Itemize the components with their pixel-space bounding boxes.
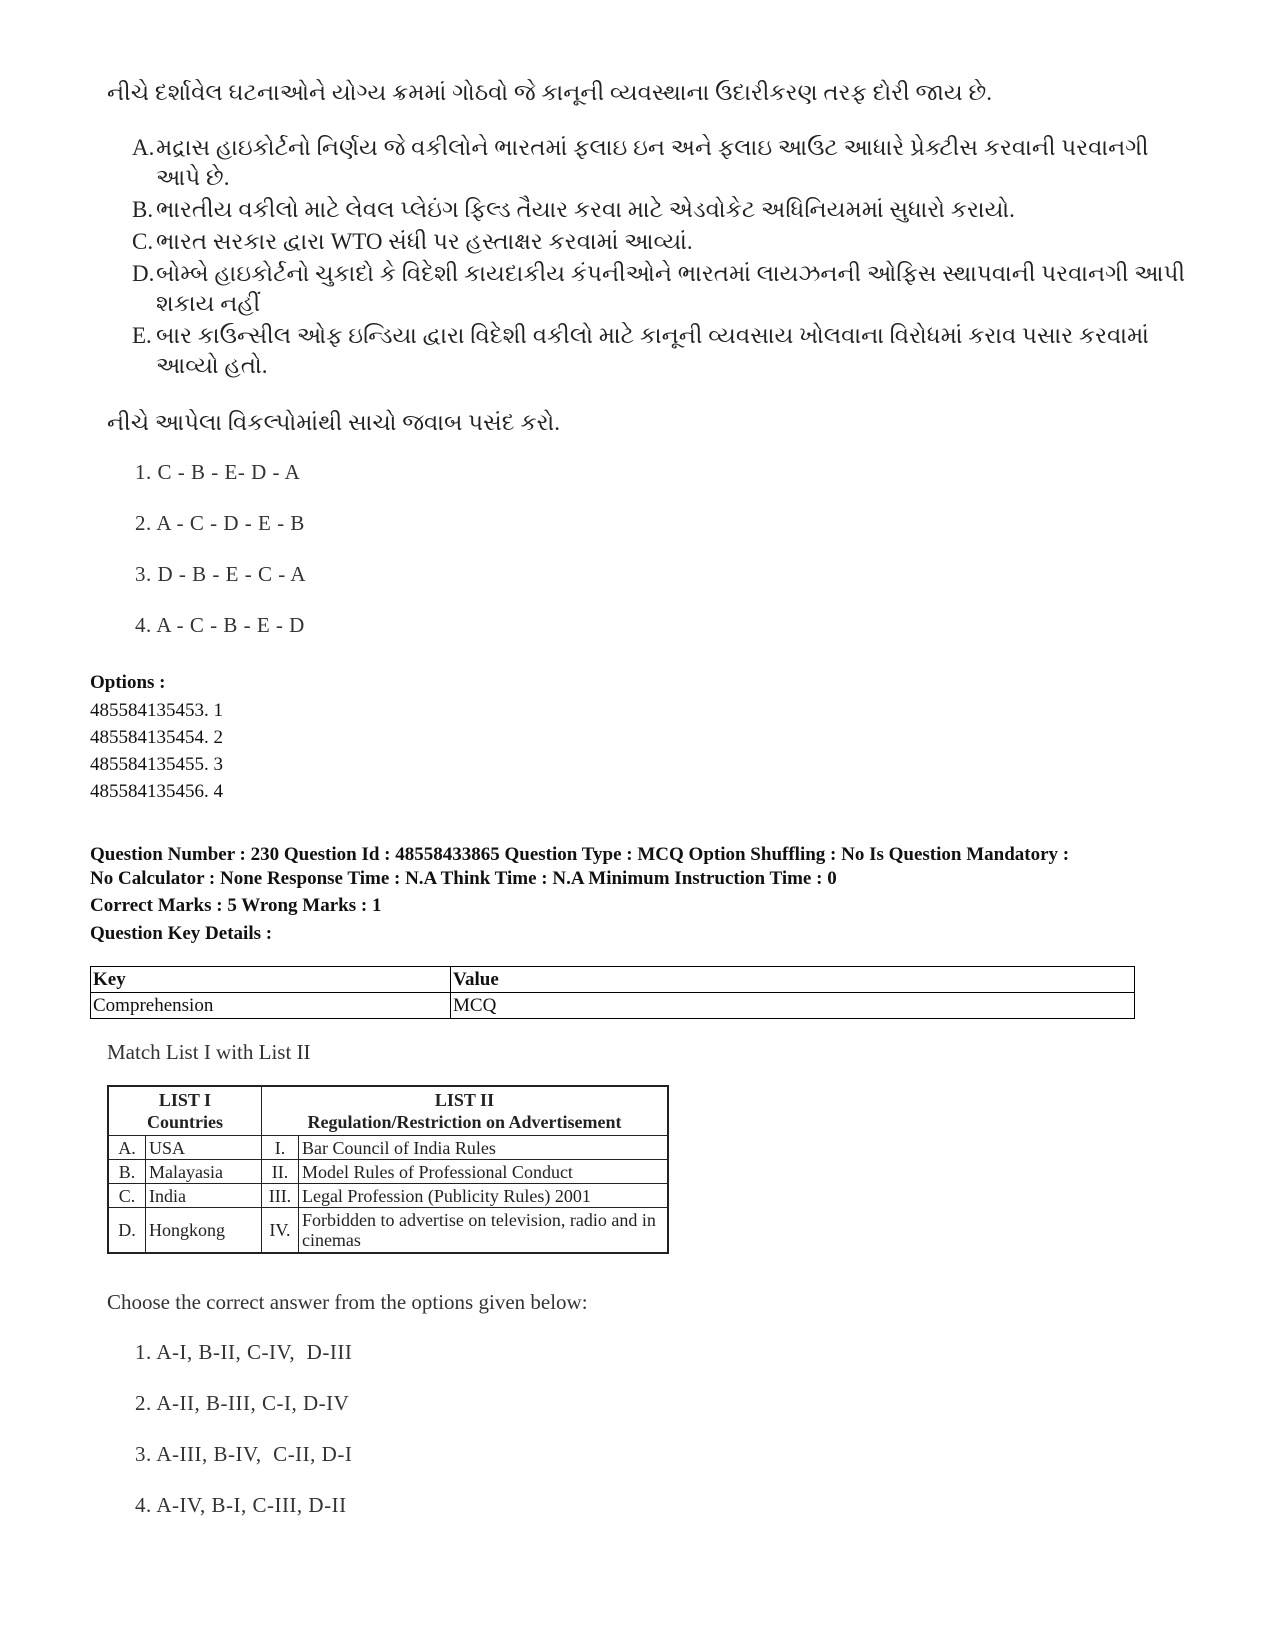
list2-header-subtitle: Regulation/Restriction on Advertisement: [307, 1112, 622, 1132]
list2-numeral: III.: [261, 1184, 298, 1208]
rule-cell: Model Rules of Professional Conduct: [298, 1160, 668, 1184]
match-question-title: Match List I with List II: [107, 1040, 311, 1064]
option-id-line: 485584135453. 1: [90, 700, 223, 721]
item-letter: A.: [132, 135, 155, 160]
list2-numeral: IV.: [261, 1208, 298, 1254]
table-header-value: Value: [451, 967, 1135, 993]
answer-choice: 4. A-IV, B-I, C-III, D-II: [135, 1493, 347, 1517]
list2-header: [261, 1086, 668, 1136]
list-item: [132, 227, 1192, 257]
list1-header-subtitle: Countries: [146, 1112, 223, 1132]
table-row: [91, 967, 1135, 993]
table-cell: Comprehension: [91, 993, 451, 1019]
item-text: ભારત સરકાર દ્વારા WTO સંધી પર હસ્તાક્ષર કરવામાં આવ્યાં.: [156, 229, 693, 254]
table-row: [108, 1184, 668, 1208]
answer-choice: 3. D - B - E - C - A: [135, 562, 306, 586]
item-letter: B.: [132, 197, 154, 222]
country-cell: Hongkong: [146, 1208, 262, 1254]
answer-choice: 2. A-II, B-III, C-I, D-IV: [135, 1391, 350, 1415]
table-row: [91, 993, 1135, 1019]
answer-choice: 1. C - B - E- D - A: [135, 460, 301, 484]
list2-header-title: LIST II: [434, 1090, 495, 1110]
option-id-line: 485584135454. 2: [90, 727, 223, 748]
list1-letter: A.: [108, 1136, 146, 1160]
match-list-table: [107, 1085, 669, 1254]
match-choose-prompt: Choose the correct answer from the options given below:: [107, 1290, 588, 1314]
list1-letter: C.: [108, 1184, 146, 1208]
table-row: [108, 1086, 668, 1136]
answer-choice: 2. A - C - D - E - B: [135, 511, 305, 535]
table-header-key: Key: [91, 967, 451, 993]
option-id-line: 485584135456. 4: [90, 781, 223, 802]
list-item: [132, 133, 1192, 193]
rule-cell: Bar Council of India Rules: [298, 1136, 668, 1160]
item-text: બોમ્બે હાઇકોર્ટનો ચુકાદો કે વિદેશી કાયદાકીય કંપનીઓને ભારતમાં લાયઝનની ઓફિસ સ્થાપવાની પરવાનગી આપી શકાય નહીં: [156, 261, 1186, 316]
item-text: મદ્રાસ હાઇકોર્ટનો નિર્ણય જે વકીલોને ભારતમાં ફલાઇ ઇન અને ફલાઇ આઉટ આધારે પ્રેક્ટીસ કરવાની પરવાનગી આપે છે.: [156, 135, 1149, 190]
gujarati-choose-prompt: નીચે આપેલા વિકલ્પોમાંથી સાચો જવાબ પસંદ કરો.: [107, 410, 560, 435]
country-cell: India: [146, 1184, 262, 1208]
country-cell: Malayasia: [146, 1160, 262, 1184]
list-item: [132, 195, 1192, 225]
option-id-line: 485584135455. 3: [90, 754, 223, 775]
list1-header: [108, 1086, 261, 1136]
options-heading: Options :: [90, 672, 166, 693]
gujarati-question-text: નીચે દર્શાવેલ ઘટનાઓને યોગ્ય ક્રમમાં ગોઠવો જે કાનૂની વ્યવસ્થાના ઉદારીકરણ તરફ દોરી જાય છે.: [107, 80, 993, 105]
list1-header-title: LIST I: [158, 1090, 212, 1110]
list1-letter: B.: [108, 1160, 146, 1184]
table-cell: MCQ: [451, 993, 1135, 1019]
item-letter: D.: [132, 261, 155, 286]
rule-cell: Forbidden to advertise on television, radio and in cinemas: [298, 1208, 668, 1254]
table-row: [108, 1208, 668, 1254]
answer-choice: 4. A - C - B - E - D: [135, 613, 305, 637]
item-text: બાર કાઉન્સીલ ઓફ ઇન્ડિયા દ્વારા વિદેશી વકીલો માટે કાનૂની વ્યવસાય ખોલવાના વિરોધમાં કરાવ પસાર કરવામાં આવ્યો હતો.: [156, 323, 1149, 378]
list-item: [132, 321, 1192, 381]
answer-choice: 1. A-I, B-II, C-IV, D-III: [135, 1340, 353, 1364]
question-meta-line2: No Calculator : None Response Time : N.A Think Time : N.A Minimum Instruction Time : 0: [90, 868, 837, 889]
key-details-heading: Question Key Details :: [90, 923, 273, 944]
table-row: [108, 1136, 668, 1160]
key-details-table: [90, 966, 1135, 1019]
item-letter: C.: [132, 229, 154, 254]
table-row: [108, 1160, 668, 1184]
question-meta-line1: Question Number : 230 Question Id : 48558433865 Question Type : MCQ Option Shuffling : No Is Question Mandatory :: [90, 844, 1070, 865]
item-letter: E.: [132, 323, 152, 348]
list2-numeral: I.: [261, 1136, 298, 1160]
list2-numeral: II.: [261, 1160, 298, 1184]
answer-choice: 3. A-III, B-IV, C-II, D-I: [135, 1442, 353, 1466]
country-cell: USA: [146, 1136, 262, 1160]
gujarati-event-list: [132, 133, 1192, 383]
list-item: [132, 259, 1192, 319]
list1-letter: D.: [108, 1208, 146, 1254]
marks-line: Correct Marks : 5 Wrong Marks : 1: [90, 895, 382, 916]
item-text: ભારતીય વકીલો માટે લેવલ પ્લેઇંગ ફિલ્ડ તૈયાર કરવા માટે એડવોકેટ અધિનિયમમાં સુધારો કરાયો.: [156, 197, 1015, 222]
rule-cell: Legal Profession (Publicity Rules) 2001: [298, 1184, 668, 1208]
